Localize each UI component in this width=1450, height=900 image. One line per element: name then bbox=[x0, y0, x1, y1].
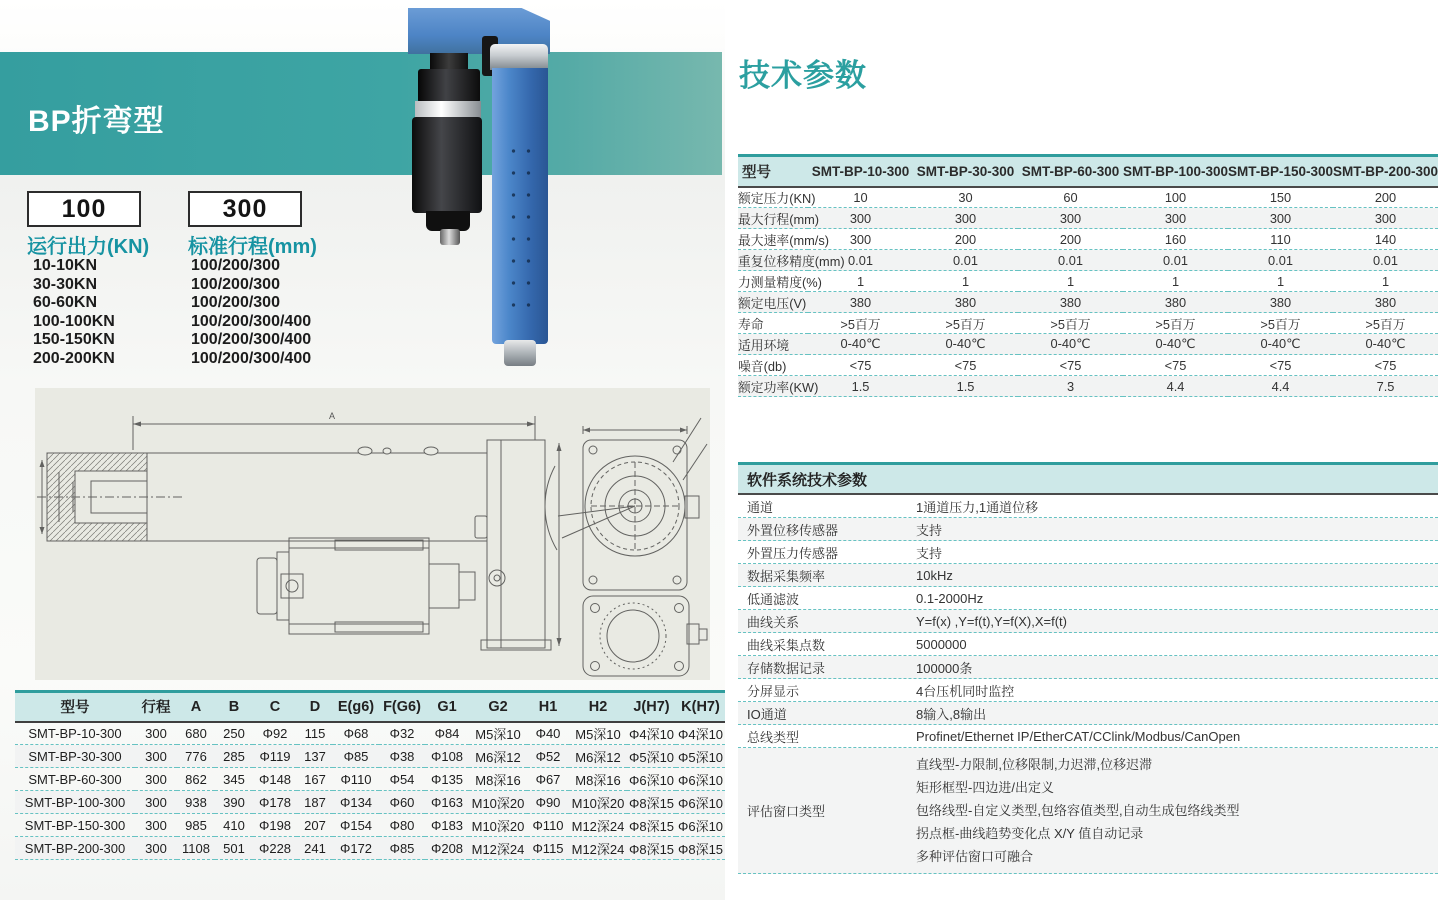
dim-cell: Φ135 bbox=[425, 768, 469, 791]
software-row-label: 曲线采集点数 bbox=[747, 637, 826, 653]
dim-header-cell: B bbox=[215, 692, 253, 722]
spec-cell: 0.01 bbox=[1018, 250, 1123, 271]
software-row-label: 外置位移传感器 bbox=[747, 522, 839, 538]
spec-row-label: 最大速率(mm/s) bbox=[738, 229, 808, 250]
software-value-line: 拐点框-曲线趋势变化点 X/Y 值自动记录 bbox=[916, 826, 1144, 841]
dim-cell: Φ198 bbox=[253, 814, 297, 837]
software-value-line: 直线型-力限制,位移限制,力迟滞,位移迟滞 bbox=[916, 757, 1153, 772]
spec-row-label: 额定压力(KN) bbox=[738, 187, 808, 208]
spec-cell: 4.4 bbox=[1123, 376, 1228, 397]
stroke-option: 100/200/300 bbox=[191, 257, 280, 274]
software-row-label: 分屏显示 bbox=[747, 683, 800, 699]
dim-label-a: A bbox=[329, 411, 336, 421]
stroke-option: 100/200/300 bbox=[191, 275, 280, 293]
dim-cell: M6深12 bbox=[469, 745, 527, 768]
dim-cell: SMT-BP-150-300 bbox=[15, 814, 135, 837]
spec-cell: 300 bbox=[1123, 208, 1228, 229]
spec-cell: >5百万 bbox=[1123, 313, 1228, 334]
dim-cell: Φ183 bbox=[425, 814, 469, 837]
spec-cell: 0-40℃ bbox=[808, 334, 913, 355]
dim-header-cell: 行程 bbox=[135, 692, 177, 722]
dim-header-cell: D bbox=[297, 692, 333, 722]
spec-cell: 30 bbox=[913, 187, 1018, 208]
stroke-option: 100/200/300/400 bbox=[191, 349, 312, 367]
software-row-value: 4台压机同时监控 bbox=[916, 683, 1015, 699]
dim-cell: Φ5深10 bbox=[676, 745, 725, 768]
software-row bbox=[738, 748, 1438, 874]
dim-header-cell: G1 bbox=[425, 692, 469, 722]
spec-cell: 0.01 bbox=[808, 250, 913, 271]
spec-row bbox=[738, 250, 1438, 271]
spec-cell: 1 bbox=[1018, 271, 1123, 292]
product-photo bbox=[390, 0, 662, 375]
cylinder-body-graphic bbox=[492, 68, 548, 344]
spec-table-header-row bbox=[738, 156, 1438, 187]
dim-cell: Φ4深10 bbox=[676, 722, 725, 745]
dim-cell: Φ172 bbox=[333, 837, 379, 860]
dim-cell: 300 bbox=[135, 768, 177, 791]
dim-cell: Φ163 bbox=[425, 791, 469, 814]
software-row bbox=[738, 725, 1438, 748]
software-row-value: 0.1-2000Hz bbox=[916, 590, 984, 606]
series-title: BP折弯型 bbox=[28, 105, 165, 138]
software-spec-table bbox=[738, 462, 1438, 874]
dim-cell: 187 bbox=[297, 791, 333, 814]
motor-band-graphic bbox=[415, 101, 481, 118]
software-row-value: 支持 bbox=[916, 545, 943, 561]
dim-cell: 250 bbox=[215, 722, 253, 745]
spec-header-cell: SMT-BP-200-300 bbox=[1333, 156, 1438, 187]
dim-row bbox=[15, 814, 725, 837]
spec-row-label: 重复位移精度(mm) bbox=[738, 250, 808, 271]
dim-cell: M12深24 bbox=[469, 837, 527, 860]
software-row-value: 100000条 bbox=[916, 660, 973, 676]
spec-cell: 0-40℃ bbox=[1228, 334, 1333, 355]
spec-cell: >5百万 bbox=[913, 313, 1018, 334]
dim-cell: 345 bbox=[215, 768, 253, 791]
software-row-value: 支持 bbox=[916, 522, 943, 538]
dim-cell: Φ52 bbox=[527, 745, 569, 768]
dim-cell: 776 bbox=[177, 745, 215, 768]
spec-row-label: 最大行程(mm) bbox=[738, 208, 808, 229]
dim-cell: Φ119 bbox=[253, 745, 297, 768]
dim-cell: M8深16 bbox=[469, 768, 527, 791]
software-value-line: 矩形框型-四边进/出定义 bbox=[916, 780, 1054, 795]
dimension-table bbox=[15, 690, 725, 860]
dim-cell: 862 bbox=[177, 768, 215, 791]
spec-row-label: 力测量精度(%) bbox=[738, 271, 808, 292]
dim-cell: Φ8深15 bbox=[627, 791, 676, 814]
spec-cell: 0.01 bbox=[1333, 250, 1438, 271]
dim-cell: SMT-BP-10-300 bbox=[15, 722, 135, 745]
spec-header-model: 型号 bbox=[738, 156, 808, 187]
dim-cell: Φ228 bbox=[253, 837, 297, 860]
dim-header-cell: E(g6) bbox=[333, 692, 379, 722]
dim-cell: 285 bbox=[215, 745, 253, 768]
software-row-value bbox=[916, 753, 1438, 868]
spec-cell: 300 bbox=[1018, 208, 1123, 229]
dim-cell: M10深20 bbox=[469, 791, 527, 814]
spec-row bbox=[738, 229, 1438, 250]
software-row bbox=[738, 633, 1438, 656]
output-option: 30-30KN bbox=[33, 275, 98, 293]
software-row-value: 10kHz bbox=[916, 567, 953, 583]
software-row-label: 曲线关系 bbox=[747, 614, 800, 630]
dim-cell: Φ6深10 bbox=[627, 768, 676, 791]
output-value-box bbox=[27, 191, 141, 227]
dim-cell: Φ84 bbox=[425, 722, 469, 745]
dim-cell: Φ6深10 bbox=[676, 768, 725, 791]
dim-cell: Φ32 bbox=[379, 722, 425, 745]
dim-cell: M5深10 bbox=[469, 722, 527, 745]
dim-cell: Φ60 bbox=[379, 791, 425, 814]
stroke-value: 300 bbox=[222, 194, 268, 223]
spec-row-label: 噪音(db) bbox=[738, 355, 808, 376]
output-option: 200-200KN bbox=[33, 349, 115, 367]
spec-cell: 0-40℃ bbox=[1123, 334, 1228, 355]
spec-cell: 1.5 bbox=[913, 376, 1018, 397]
dim-cell: Φ110 bbox=[333, 768, 379, 791]
dim-cell: M12深24 bbox=[569, 837, 627, 860]
dim-cell: 300 bbox=[135, 745, 177, 768]
dim-cell: Φ80 bbox=[379, 814, 425, 837]
motor-body-graphic bbox=[412, 117, 482, 213]
spec-cell: 0-40℃ bbox=[1333, 334, 1438, 355]
spec-row-label: 额定电压(V) bbox=[738, 292, 808, 313]
dim-cell: 207 bbox=[297, 814, 333, 837]
dim-cell: Φ178 bbox=[253, 791, 297, 814]
spec-cell: 300 bbox=[1333, 208, 1438, 229]
spec-cell: 60 bbox=[1018, 187, 1123, 208]
spec-cell: <75 bbox=[1018, 355, 1123, 376]
stroke-options-list bbox=[191, 257, 311, 369]
spec-cell: 380 bbox=[1123, 292, 1228, 313]
spec-cell: 300 bbox=[808, 229, 913, 250]
dim-cell: Φ4深10 bbox=[627, 722, 676, 745]
stroke-label: 标准行程(mm) bbox=[188, 236, 317, 258]
dim-cell: Φ6深10 bbox=[676, 814, 725, 837]
cylinder-holes-graphic bbox=[506, 140, 538, 308]
dim-header-cell: 型号 bbox=[15, 692, 135, 722]
spec-cell: 4.4 bbox=[1228, 376, 1333, 397]
dim-cell: Φ134 bbox=[333, 791, 379, 814]
spec-cell: 1 bbox=[1228, 271, 1333, 292]
dim-cell: 300 bbox=[135, 814, 177, 837]
spec-row bbox=[738, 313, 1438, 334]
spec-row bbox=[738, 208, 1438, 229]
motor-neck-graphic bbox=[418, 69, 480, 103]
spec-cell: <75 bbox=[913, 355, 1018, 376]
spec-cell: 160 bbox=[1123, 229, 1228, 250]
spec-cell: 300 bbox=[808, 208, 913, 229]
spec-cell: 200 bbox=[913, 229, 1018, 250]
spec-row-label: 适用环境 bbox=[738, 334, 808, 355]
spec-cell: <75 bbox=[1228, 355, 1333, 376]
output-option: 10-10KN bbox=[33, 257, 98, 274]
dim-cell: 300 bbox=[135, 837, 177, 860]
spec-row bbox=[738, 355, 1438, 376]
spec-cell: 300 bbox=[913, 208, 1018, 229]
dim-cell: 410 bbox=[215, 814, 253, 837]
dim-cell: Φ67 bbox=[527, 768, 569, 791]
dim-header-cell: C bbox=[253, 692, 297, 722]
spec-row bbox=[738, 271, 1438, 292]
software-row-value: Y=f(x) ,Y=f(t),Y=f(X),X=f(t) bbox=[916, 613, 1067, 629]
dim-cell: SMT-BP-60-300 bbox=[15, 768, 135, 791]
dim-cell: 241 bbox=[297, 837, 333, 860]
software-row-label: IO通道 bbox=[747, 706, 787, 722]
software-value-line: 包络线型-自定义类型,包络容值类型,自动生成包络线类型 bbox=[916, 803, 1240, 818]
spec-cell: 300 bbox=[1228, 208, 1333, 229]
cylinder-collar-graphic bbox=[490, 44, 548, 70]
dim-cell: 167 bbox=[297, 768, 333, 791]
spec-header-cell: SMT-BP-60-300 bbox=[1018, 156, 1123, 187]
dim-cell: M8深16 bbox=[569, 768, 627, 791]
dim-cell: 300 bbox=[135, 791, 177, 814]
dim-cell: Φ208 bbox=[425, 837, 469, 860]
spec-cell: 140 bbox=[1333, 229, 1438, 250]
dim-row bbox=[15, 768, 725, 791]
software-row bbox=[738, 610, 1438, 633]
dim-row bbox=[15, 837, 725, 860]
technical-drawing-svg bbox=[35, 388, 710, 680]
dimension-table-header-row bbox=[15, 692, 725, 722]
spec-cell: 10 bbox=[808, 187, 913, 208]
software-row-label: 低通滤波 bbox=[747, 591, 800, 607]
software-row-label: 外置压力传感器 bbox=[747, 545, 839, 561]
spec-row bbox=[738, 376, 1438, 397]
spec-cell: 0.01 bbox=[1228, 250, 1333, 271]
software-value-line: 多种评估窗口可融合 bbox=[916, 849, 1034, 864]
software-row-label: 通道 bbox=[747, 499, 774, 515]
dim-cell: M6深12 bbox=[569, 745, 627, 768]
software-row-value: 8输入,8输出 bbox=[916, 706, 987, 722]
spec-row-label: 额定功率(KW) bbox=[738, 376, 808, 397]
dim-cell: 390 bbox=[215, 791, 253, 814]
software-row-value: Profinet/Ethernet IP/EtherCAT/CClink/Modbus/CanOpen bbox=[916, 728, 1241, 744]
spec-cell: 1.5 bbox=[808, 376, 913, 397]
dim-cell: M10深20 bbox=[569, 791, 627, 814]
software-row bbox=[738, 656, 1438, 679]
dim-cell: 137 bbox=[297, 745, 333, 768]
output-option: 100-100KN bbox=[33, 312, 115, 330]
spec-cell: 100 bbox=[1123, 187, 1228, 208]
dim-cell: Φ54 bbox=[379, 768, 425, 791]
output-label: 运行出力(KN) bbox=[27, 236, 150, 258]
stroke-option: 100/200/300/400 bbox=[191, 331, 312, 349]
spec-cell: 380 bbox=[1018, 292, 1123, 313]
dim-cell: Φ8深15 bbox=[676, 837, 725, 860]
spec-cell: 1 bbox=[808, 271, 913, 292]
dim-cell: 115 bbox=[297, 722, 333, 745]
spec-cell: 380 bbox=[1333, 292, 1438, 313]
dim-cell: M10深20 bbox=[469, 814, 527, 837]
dim-row bbox=[15, 791, 725, 814]
spec-cell: >5百万 bbox=[808, 313, 913, 334]
spec-cell: 1 bbox=[1333, 271, 1438, 292]
spec-cell: 0.01 bbox=[913, 250, 1018, 271]
software-row-label: 数据采集频率 bbox=[747, 568, 826, 584]
dim-cell: M12深24 bbox=[569, 814, 627, 837]
dim-cell: 680 bbox=[177, 722, 215, 745]
software-row bbox=[738, 702, 1438, 725]
dim-cell: Φ8深15 bbox=[627, 814, 676, 837]
software-row-value: 1通道压力,1通道位移 bbox=[916, 499, 1039, 515]
dim-cell: Φ5深10 bbox=[627, 745, 676, 768]
spec-cell: >5百万 bbox=[1228, 313, 1333, 334]
dim-cell: Φ68 bbox=[333, 722, 379, 745]
stroke-option: 100/200/300/400 bbox=[191, 312, 312, 330]
spec-cell: 380 bbox=[913, 292, 1018, 313]
dim-header-cell: F(G6) bbox=[379, 692, 425, 722]
spec-table bbox=[738, 154, 1438, 397]
spec-cell: 1 bbox=[913, 271, 1018, 292]
dim-cell: Φ148 bbox=[253, 768, 297, 791]
dim-cell: 501 bbox=[215, 837, 253, 860]
spec-cell: 1 bbox=[1123, 271, 1228, 292]
spec-cell: 200 bbox=[1333, 187, 1438, 208]
software-row bbox=[738, 564, 1438, 587]
output-value: 100 bbox=[61, 194, 107, 223]
cylinder-endcap-graphic bbox=[504, 340, 536, 366]
dim-cell: Φ38 bbox=[379, 745, 425, 768]
spec-cell: 380 bbox=[1228, 292, 1333, 313]
dim-cell: 300 bbox=[135, 722, 177, 745]
spec-row bbox=[738, 334, 1438, 355]
spec-cell: 3 bbox=[1018, 376, 1123, 397]
spec-cell: 0.01 bbox=[1123, 250, 1228, 271]
output-option: 150-150KN bbox=[33, 331, 115, 349]
technical-drawing bbox=[35, 388, 710, 680]
dim-cell: 985 bbox=[177, 814, 215, 837]
spec-cell: >5百万 bbox=[1333, 313, 1438, 334]
dim-cell: M5深10 bbox=[569, 722, 627, 745]
spec-header-cell: SMT-BP-30-300 bbox=[913, 156, 1018, 187]
dim-row bbox=[15, 745, 725, 768]
motor-nut-graphic bbox=[440, 229, 460, 245]
dim-cell: SMT-BP-30-300 bbox=[15, 745, 135, 768]
spec-cell: >5百万 bbox=[1018, 313, 1123, 334]
spec-row bbox=[738, 292, 1438, 313]
software-row-value: 5000000 bbox=[916, 636, 967, 652]
software-row bbox=[738, 518, 1438, 541]
dim-cell: Φ85 bbox=[379, 837, 425, 860]
dim-cell: Φ40 bbox=[527, 722, 569, 745]
software-row bbox=[738, 587, 1438, 610]
spec-cell: 200 bbox=[1018, 229, 1123, 250]
software-row bbox=[738, 679, 1438, 702]
spec-cell: 150 bbox=[1228, 187, 1333, 208]
dim-cell: Φ115 bbox=[527, 837, 569, 860]
dim-header-cell: A bbox=[177, 692, 215, 722]
software-row-label: 总线类型 bbox=[747, 729, 800, 745]
dim-header-cell: K(H7) bbox=[676, 692, 725, 722]
dim-cell: Φ108 bbox=[425, 745, 469, 768]
dim-cell: 1108 bbox=[177, 837, 215, 860]
dim-header-cell: G2 bbox=[469, 692, 527, 722]
software-row-label: 存储数据记录 bbox=[747, 660, 826, 676]
spec-cell: <75 bbox=[1123, 355, 1228, 376]
stroke-option: 100/200/300 bbox=[191, 294, 280, 312]
spec-header-cell: SMT-BP-150-300 bbox=[1228, 156, 1333, 187]
dim-cell: SMT-BP-200-300 bbox=[15, 837, 135, 860]
dim-cell: Φ6深10 bbox=[676, 791, 725, 814]
spec-cell: <75 bbox=[1333, 355, 1438, 376]
dim-cell: Φ90 bbox=[527, 791, 569, 814]
dim-cell: Φ110 bbox=[527, 814, 569, 837]
stroke-value-box bbox=[188, 191, 302, 227]
dim-cell: Φ154 bbox=[333, 814, 379, 837]
spec-row-label: 寿命 bbox=[738, 313, 808, 334]
spec-header-cell: SMT-BP-100-300 bbox=[1123, 156, 1228, 187]
software-table-title: 软件系统技术参数 bbox=[738, 462, 1438, 495]
dim-cell: 938 bbox=[177, 791, 215, 814]
dim-row bbox=[15, 722, 725, 745]
output-option: 60-60KN bbox=[33, 294, 98, 312]
software-row-label: 评估窗口类型 bbox=[747, 804, 826, 819]
spec-row bbox=[738, 187, 1438, 208]
software-row bbox=[738, 495, 1438, 518]
dim-cell: SMT-BP-100-300 bbox=[15, 791, 135, 814]
spec-cell: 7.5 bbox=[1333, 376, 1438, 397]
dim-cell: Φ8深15 bbox=[627, 837, 676, 860]
spec-cell: 0-40℃ bbox=[1018, 334, 1123, 355]
spec-cell: 110 bbox=[1228, 229, 1333, 250]
dim-header-cell: H2 bbox=[569, 692, 627, 722]
spec-cell: 0-40℃ bbox=[913, 334, 1018, 355]
motor-tail-graphic bbox=[426, 211, 470, 231]
output-options-list bbox=[33, 257, 115, 369]
spec-cell: 380 bbox=[808, 292, 913, 313]
spec-header-cell: SMT-BP-10-300 bbox=[808, 156, 913, 187]
dim-header-cell: J(H7) bbox=[627, 692, 676, 722]
page-title: 技术参数 bbox=[739, 58, 867, 93]
dim-cell: Φ85 bbox=[333, 745, 379, 768]
software-row bbox=[738, 541, 1438, 564]
dim-header-cell: H1 bbox=[527, 692, 569, 722]
dim-cell: Φ92 bbox=[253, 722, 297, 745]
spec-cell: <75 bbox=[808, 355, 913, 376]
